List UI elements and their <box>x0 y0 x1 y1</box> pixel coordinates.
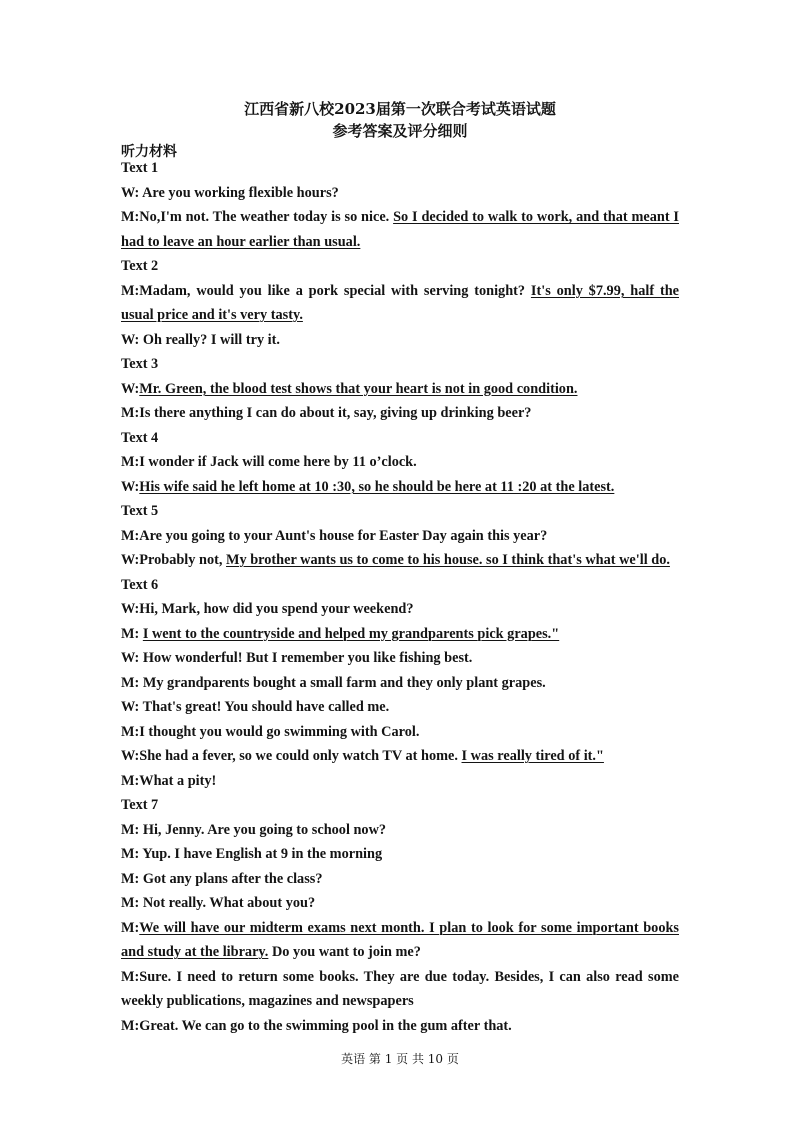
dialogue-line <box>121 328 679 353</box>
speaker-label: M: <box>121 625 143 642</box>
dialogue-text: Oh really? I will try it. <box>142 331 280 348</box>
dialogue-line <box>121 181 679 206</box>
listening-transcript <box>121 156 679 1038</box>
dialogue-text: No,I'm not. The weather today is so nice. <box>139 209 394 225</box>
dialogue-line <box>121 769 679 794</box>
dialogue-line <box>121 891 679 916</box>
dialogue-text: Do you want to join me? <box>268 944 421 960</box>
dialogue-line <box>121 818 679 843</box>
dialogue-line <box>121 671 679 696</box>
dialogue-text: Probably not, <box>139 552 227 568</box>
dialogue-line <box>121 377 679 402</box>
text-heading: Text 1 <box>121 160 159 176</box>
dialogue-line <box>121 205 679 254</box>
dialogue-line <box>121 622 679 647</box>
speaker-label: M: <box>121 895 143 911</box>
dialogue-line <box>121 279 679 328</box>
dialogue-line <box>121 842 679 867</box>
dialogue-text: I wonder if Jack will come here by 11 o’clock. <box>139 454 417 470</box>
dialogue-text: That's great! You should have called me. <box>142 699 390 715</box>
speaker-label: M: <box>121 282 140 299</box>
speaker-label: M: <box>121 821 143 838</box>
dialogue-text: What a pity! <box>139 772 217 789</box>
answer-key-underline: His wife said he left home at 10 :30, so he should be here at 11 :20 at the latest. <box>139 478 615 495</box>
answer-key-underline: My brother wants us to come to his house. so I think that's what we'll do. <box>226 552 670 568</box>
text-heading: Text 5 <box>121 503 159 519</box>
dialogue-line <box>121 744 679 769</box>
speaker-label: M: <box>121 919 140 936</box>
answer-key-underline: So I decided to walk to work, and that meant I had to leave an hour earlier than usual. <box>121 209 679 250</box>
text-heading: Text 3 <box>121 356 159 372</box>
dialogue-text: She had a fever, so we could only watch TV at home. <box>139 748 462 764</box>
dialogue-line <box>121 720 679 745</box>
dialogue-line <box>121 401 679 426</box>
dialogue-text: Not really. What about you? <box>142 895 316 911</box>
document-subtitle: 参考答案及评分细则 <box>332 122 468 140</box>
speaker-label: M: <box>121 527 140 544</box>
speaker-label: M: <box>121 454 140 470</box>
dialogue-text: Hi, Mark, how did you spend your weekend? <box>139 601 414 617</box>
answer-key-underline: I went to the countryside and helped my grandparents pick grapes." <box>142 625 560 642</box>
speaker-label: W: <box>121 650 143 666</box>
dialogue-line <box>121 450 679 475</box>
dialogue-text: Hi, Jenny. Are you going to school now? <box>142 821 387 838</box>
answer-key-underline: We will have our midterm exams next month. I plan to look for some important books and study at the library. <box>121 919 679 960</box>
dialogue-line <box>121 916 679 965</box>
page-footer: 英语 第 1 页 共 10 页 <box>341 1052 459 1066</box>
answer-key-underline: Mr. Green, the blood test shows that your heart is not in good condition. <box>139 380 578 397</box>
speaker-label: M: <box>121 723 140 740</box>
speaker-label: W: <box>121 478 140 495</box>
dialogue-text: Yup. I have English at 9 in the morning <box>142 846 383 862</box>
text-heading: Text 7 <box>121 797 159 813</box>
text-heading: Text 2 <box>121 258 159 274</box>
dialogue-text: I thought you would go swimming with Carol. <box>139 723 420 740</box>
speaker-label: M: <box>121 968 140 985</box>
dialogue-line <box>121 965 679 1014</box>
speaker-label: M: <box>121 674 143 691</box>
dialogue-line <box>121 475 679 500</box>
dialogue-text: Is there anything I can do about it, say, giving up drinking beer? <box>139 405 532 421</box>
dialogue-text: Great. We can go to the swimming pool in the gum after that. <box>139 1017 512 1034</box>
dialogue-text: Got any plans after the class? <box>142 870 323 887</box>
dialogue-line <box>121 1014 679 1039</box>
dialogue-line <box>121 524 679 549</box>
speaker-label: W: <box>121 601 140 617</box>
speaker-label: M: <box>121 405 140 421</box>
text-heading: Text 4 <box>121 429 159 446</box>
speaker-label: W: <box>121 552 140 568</box>
speaker-label: W: <box>121 699 143 715</box>
section-heading: 听力材料 <box>121 144 177 160</box>
document-title: 江西省新八校2023届第一次联合考试英语试题 <box>244 100 556 118</box>
answer-key-underline: I was really tired of it." <box>461 748 604 764</box>
answer-key-underline: It's only $7.99, half the usual price and it's very tasty. <box>121 282 679 323</box>
speaker-label: M: <box>121 846 143 862</box>
dialogue-line <box>121 548 679 573</box>
dialogue-text: My grandparents bought a small farm and they only plant grapes. <box>142 674 546 691</box>
dialogue-text: Are you going to your Aunt's house for Easter Day again this year? <box>139 527 548 544</box>
text-heading: Text 6 <box>121 576 159 593</box>
speaker-label: W: <box>121 380 140 397</box>
speaker-label: W: <box>121 184 143 201</box>
dialogue-text: Madam, would you like a pork special with serving tonight? <box>139 282 531 299</box>
dialogue-line <box>121 646 679 671</box>
dialogue-line <box>121 695 679 720</box>
speaker-label: M: <box>121 209 140 225</box>
dialogue-text: How wonderful! But I remember you like fishing best. <box>142 650 473 666</box>
speaker-label: M: <box>121 870 143 887</box>
dialogue-text: Are you working flexible hours? <box>142 184 339 201</box>
speaker-label: W: <box>121 748 140 764</box>
speaker-label: W: <box>121 331 143 348</box>
dialogue-line <box>121 597 679 622</box>
speaker-label: M: <box>121 772 140 789</box>
dialogue-text: Sure. I need to return some books. They are due today. Besides, I can also read some weekly publications, magazines and newspapers <box>121 968 679 1009</box>
speaker-label: M: <box>121 1017 140 1034</box>
dialogue-line <box>121 867 679 892</box>
